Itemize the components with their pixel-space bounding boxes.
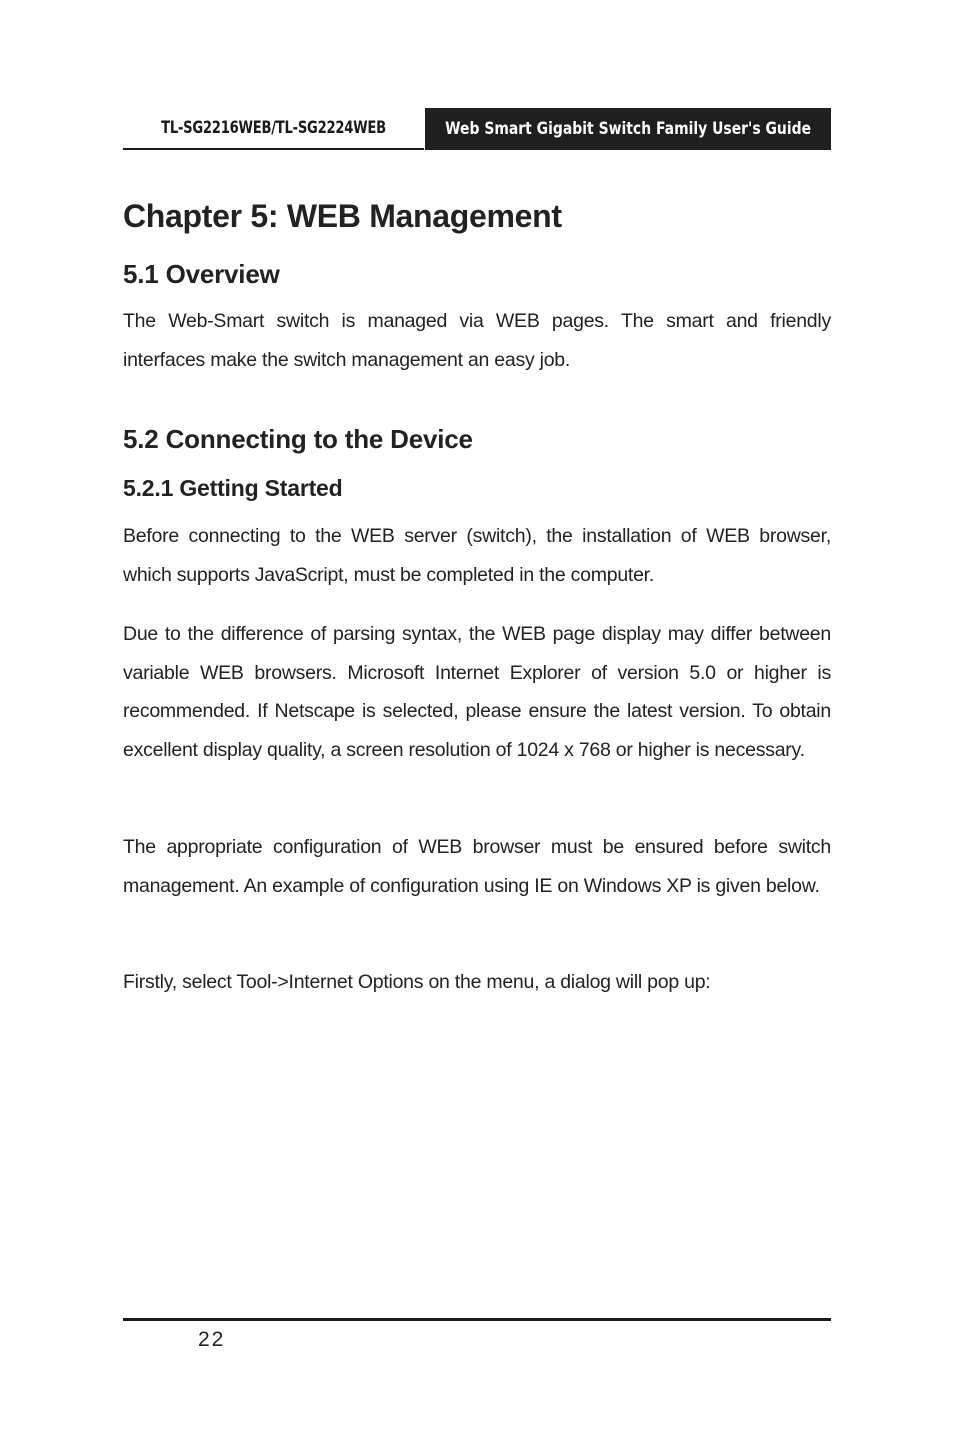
chapter-title: Chapter 5: WEB Management	[123, 198, 562, 234]
getting-started-paragraph-3: The appropriate configuration of WEB browser must be ensured before switch management. An example of configuration using IE on Windows XP is given below.	[123, 836, 831, 897]
page-header	[123, 108, 831, 150]
getting-started-paragraph-2: Due to the difference of parsing syntax, the WEB page display may differ between variable WEB browsers. Microsoft Internet Explorer of version 5.0 or higher is recommended. If Netscape is selected, please ensure the latest version. To obtain excellent display quality, a screen resolution of 1024 x 768 or higher is necessary.	[123, 623, 831, 761]
section-heading-connecting: 5.2 Connecting to the Device	[123, 424, 473, 454]
overview-paragraph: The Web-Smart switch is managed via WEB pages. The smart and friendly interfaces make the switch management an easy job.	[123, 310, 831, 371]
header-model-name: TL-SG2216WEB/TL-SG2224WEB	[123, 108, 424, 150]
getting-started-paragraph-1: Before connecting to the WEB server (switch), the installation of WEB browser, which supports JavaScript, must be completed in the computer.	[123, 525, 831, 586]
subsection-heading-getting-started: 5.2.1 Getting Started	[123, 475, 343, 501]
page-number: 22	[198, 1328, 226, 1351]
footer-divider	[123, 1318, 831, 1321]
header-guide-title: Web Smart Gigabit Switch Family User's Guide	[445, 119, 811, 139]
header-guide-title-band	[425, 108, 831, 150]
getting-started-paragraph-4: Firstly, select Tool->Internet Options on the menu, a dialog will pop up:	[123, 971, 711, 993]
section-heading-overview: 5.1 Overview	[123, 259, 280, 289]
